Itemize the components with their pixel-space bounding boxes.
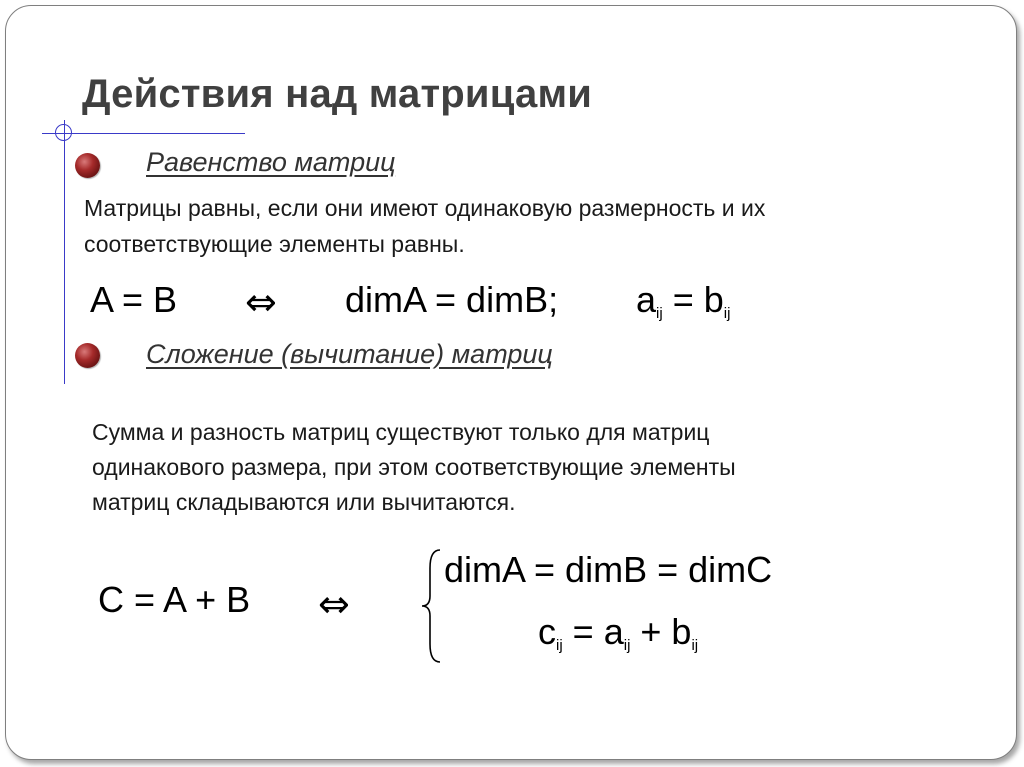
- slide-title: Действия над матрицами: [82, 72, 593, 116]
- decor-circle-icon: [55, 124, 72, 141]
- formula-c-equals-a-plus-b: C = A + B: [98, 579, 251, 620]
- slide-frame: [5, 5, 1017, 760]
- equality-text-line1: Матрицы равны, если они имеют одинаковую размерность и их: [84, 195, 766, 221]
- section-heading-addition: Сложение (вычитание) матриц: [146, 339, 553, 369]
- formula-a-equals-b: A = B: [90, 279, 178, 320]
- system-brace-icon: [420, 548, 442, 664]
- addition-text-line3: матриц складываются или вычитаются.: [92, 489, 516, 515]
- addition-text-line1: Сумма и разность матриц существуют только для матриц: [92, 419, 710, 445]
- equivalence-arrow-icon: ⇔: [318, 582, 350, 626]
- decor-horizontal-line: [42, 133, 245, 134]
- bullet-icon: [75, 153, 100, 178]
- section-heading-equality: Равенство матриц: [146, 147, 396, 177]
- formula-elements-equal: $a_{ij} = b_{ij}$: [636, 279, 731, 322]
- bullet-icon: [75, 343, 100, 368]
- system-line-elements: $c_{ij} = a_{ij} + b_{ij}$: [538, 611, 699, 654]
- equality-text-line2: соответствующие элементы равны.: [84, 231, 465, 257]
- formula-dim-equal: dimA = dimB;: [345, 279, 559, 320]
- addition-text-line2: одинакового размера, при этом соответствующие элементы: [92, 454, 736, 480]
- system-line-dimensions: dimA = dimB = dimC: [444, 549, 773, 590]
- equivalence-arrow-icon: ⇔: [245, 280, 277, 324]
- decor-vertical-line: [64, 120, 65, 384]
